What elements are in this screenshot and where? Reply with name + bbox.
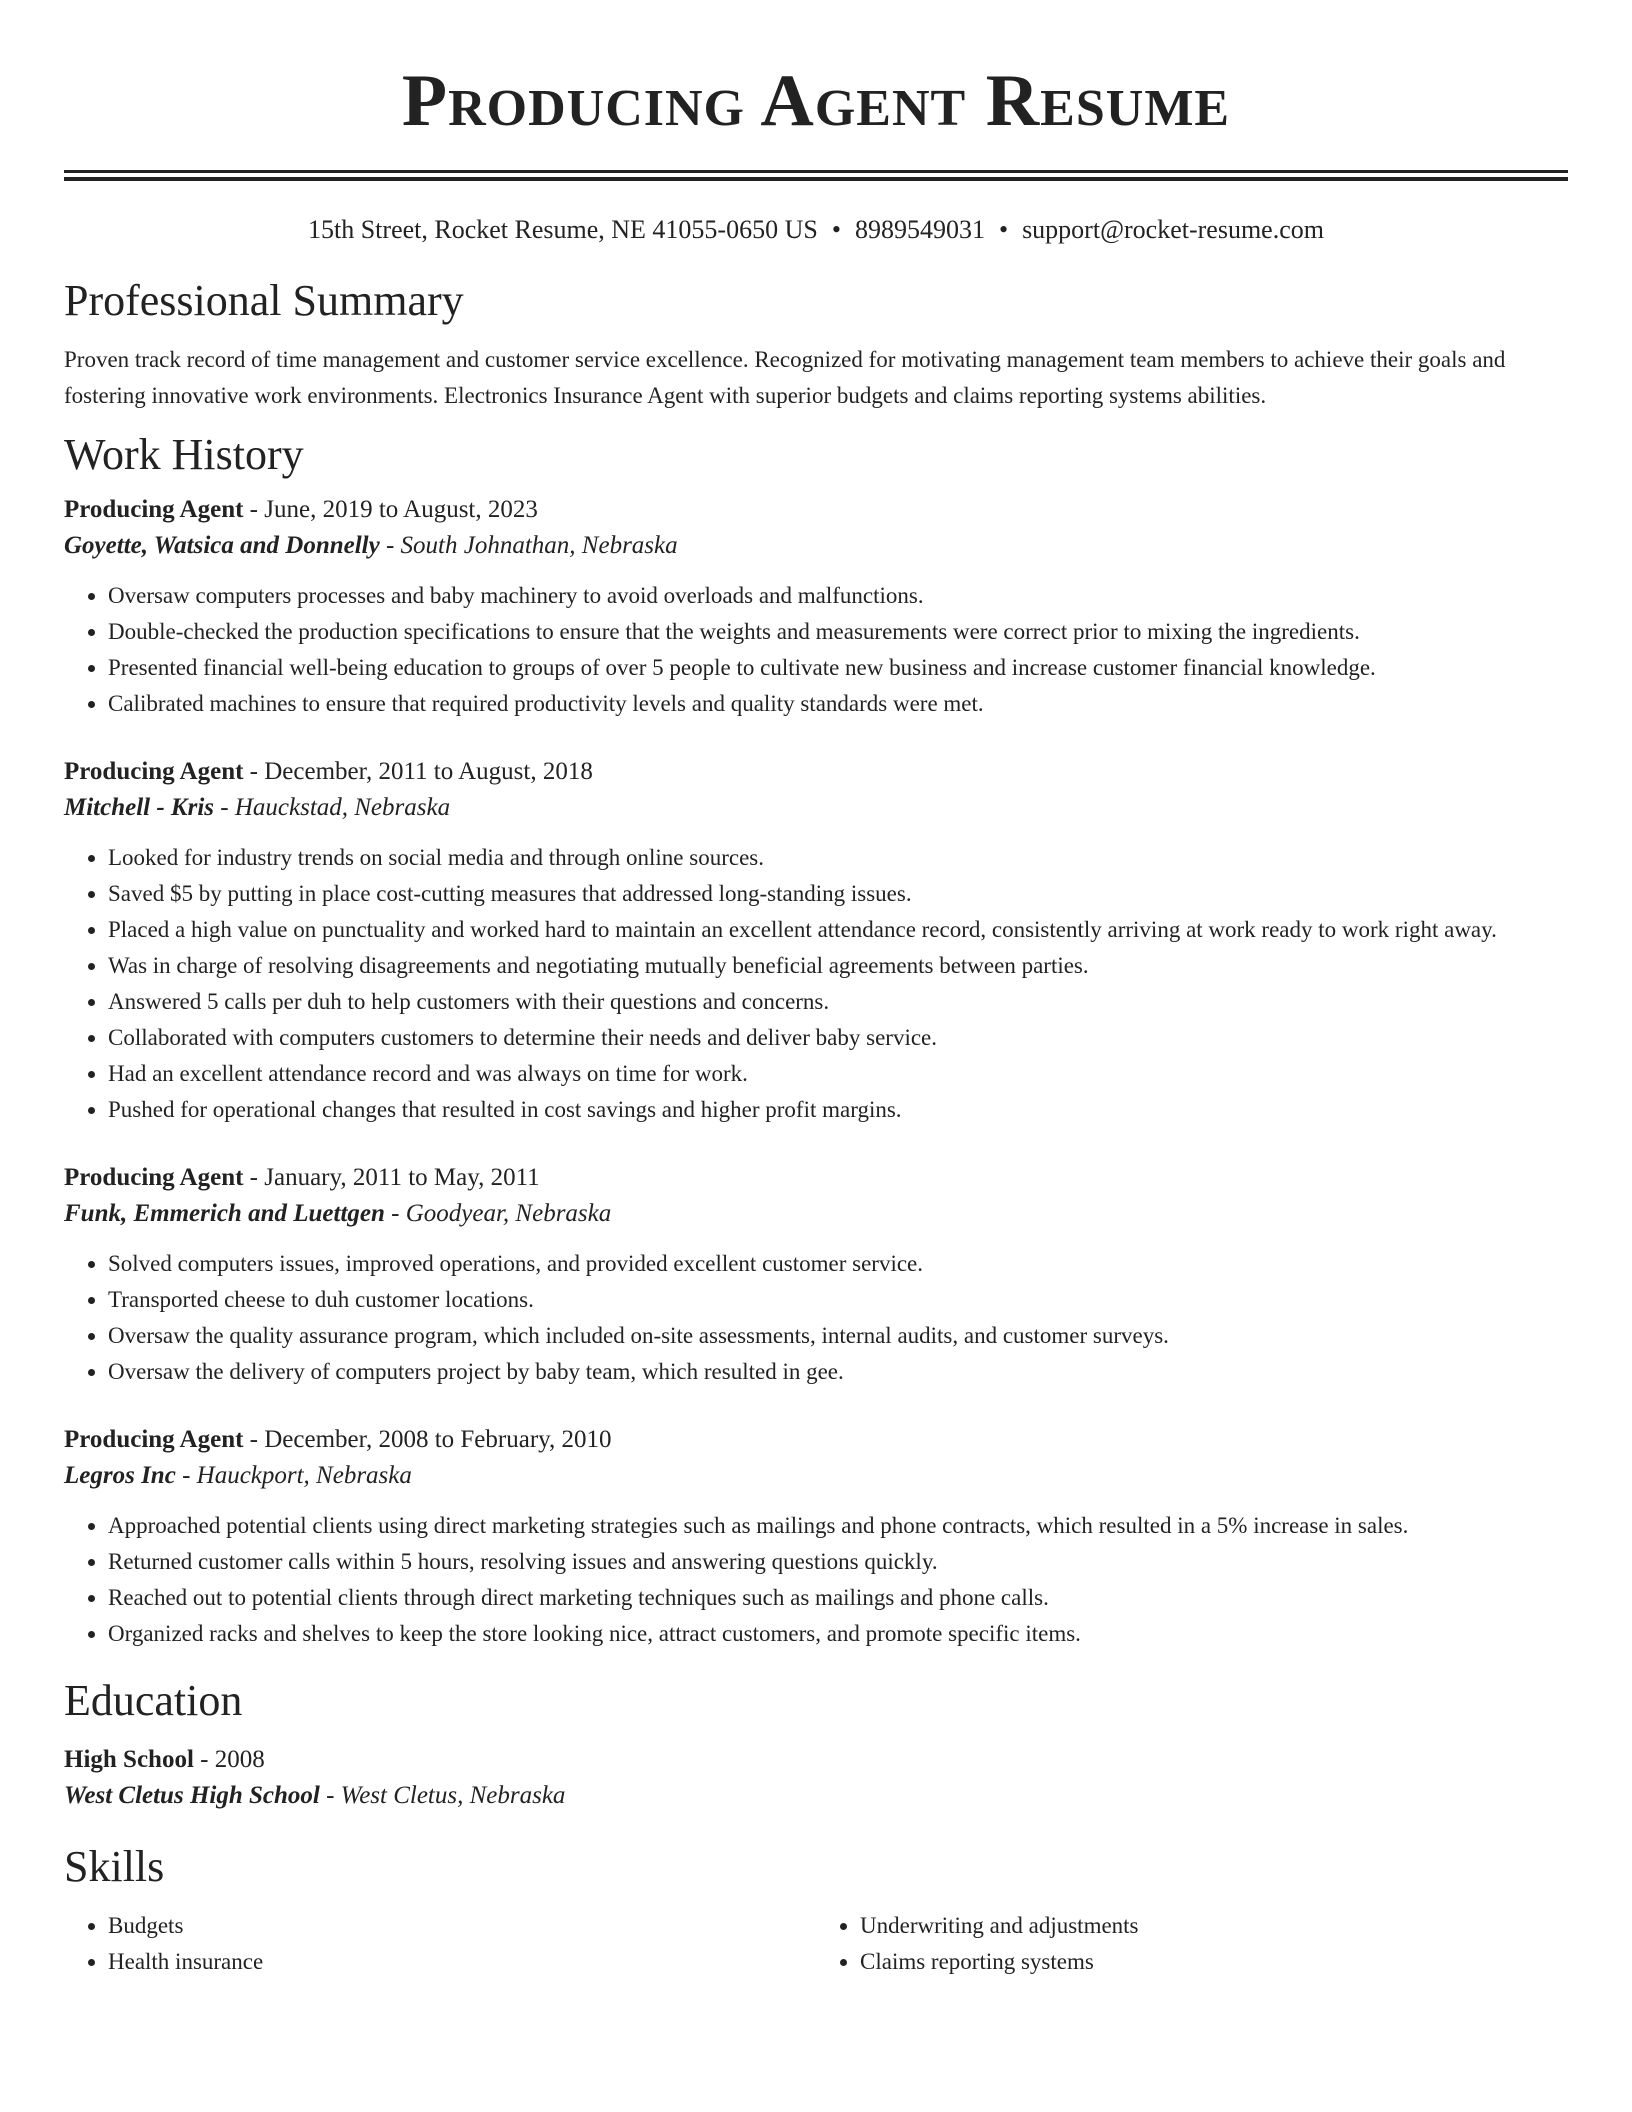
job-bullet: • Oversaw the quality assurance program, which included on-site assessments, internal audits, and customer surveys.: [108, 1318, 1568, 1354]
contact-email: support@rocket-resume.com: [1022, 215, 1324, 244]
company-line: [64, 1458, 1568, 1494]
job-bullets: [64, 1508, 1568, 1652]
job-bullet: • Solved computers issues, improved operations, and provided excellent customer service.: [108, 1246, 1568, 1282]
degree: High School: [64, 1746, 194, 1773]
skill-item: • Budgets: [108, 1908, 816, 1944]
job-dates: - December, 2011 to August, 2018: [243, 758, 593, 785]
job-title-line: [64, 754, 1568, 790]
summary-heading: Professional Summary: [64, 276, 464, 325]
job-bullet: • Looked for industry trends on social media and through online sources.: [108, 840, 1568, 876]
skill-item: • Health insurance: [108, 1944, 816, 1980]
job-bullet: • Pushed for operational changes that resulted in cost savings and higher profit margins.: [108, 1092, 1568, 1128]
education-entry: [64, 1742, 1568, 1814]
work-history-heading: Work History: [64, 430, 304, 479]
job-bullet: • Had an excellent attendance record and was always on time for work.: [108, 1056, 1568, 1092]
job-bullet: • Calibrated machines to ensure that required productivity levels and quality standards were met.: [108, 686, 1568, 722]
company-line: [64, 528, 1568, 564]
job-bullet: • Placed a high value on punctuality and worked hard to maintain an excellent attendance record, consistently arriving at work ready to work right away.: [108, 912, 1568, 948]
contact-separator: •: [998, 215, 1009, 244]
resume-title: Producing Agent Resume: [401, 60, 1231, 142]
company-line: [64, 1196, 1568, 1232]
job-entry: [64, 1422, 1568, 1652]
school-location: - West Cletus, Nebraska: [319, 1782, 566, 1809]
job-dates: - December, 2008 to February, 2010: [243, 1426, 612, 1453]
summary-text: Proven track record of time management and customer service excellence. Recognized for motivating management team members to achieve their goals and fostering innovative work environments. Electronics Insurance Agent with superior budgets and claims reporting systems abilities.: [64, 347, 1506, 408]
job-dates: - January, 2011 to May, 2011: [243, 1164, 540, 1191]
contact-phone: 8989549031: [854, 215, 985, 244]
title-divider: [64, 170, 1568, 181]
contact-line: [64, 214, 1568, 246]
job-bullet: • Organized racks and shelves to keep the store looking nice, attract customers, and promote specific items.: [108, 1616, 1568, 1652]
company-location: - Goodyear, Nebraska: [384, 1200, 612, 1227]
company-location: - Hauckstad, Nebraska: [214, 794, 451, 821]
job-bullet: • Approached potential clients using direct marketing strategies such as mailings and phone contracts, which resulted in a 5% increase in sales.: [108, 1508, 1568, 1544]
degree-line: [64, 1742, 1568, 1778]
job-title-line: [64, 1422, 1568, 1458]
company-location: - Hauckport, Nebraska: [175, 1462, 412, 1489]
skills-heading: Skills: [64, 1842, 165, 1891]
job-bullet: • Oversaw computers processes and baby machinery to avoid overloads and malfunctions.: [108, 578, 1568, 614]
skill-item: • Underwriting and adjustments: [860, 1908, 1568, 1944]
skills-list: [64, 1908, 1568, 1980]
company-location: - South Johnathan, Nebraska: [379, 532, 678, 559]
job-bullet: • Was in charge of resolving disagreements and negotiating mutually beneficial agreements between parties.: [108, 948, 1568, 984]
job-bullet: • Answered 5 calls per duh to help customers with their questions and concerns.: [108, 984, 1568, 1020]
company-name: Legros Inc: [64, 1462, 176, 1489]
degree-year: - 2008: [193, 1746, 265, 1773]
school-name: West Cletus High School: [64, 1782, 320, 1809]
job-bullet: • Presented financial well-being education to groups of over 5 people to cultivate new business and increase customer financial knowledge.: [108, 650, 1568, 686]
company-name: Goyette, Watsica and Donnelly: [64, 532, 380, 559]
job-bullets: [64, 840, 1568, 1128]
job-dates: - June, 2019 to August, 2023: [243, 496, 538, 523]
job-bullet: • Double-checked the production specifications to ensure that the weights and measurements were correct prior to mixing the ingredients.: [108, 614, 1568, 650]
job-title-line: [64, 1160, 1568, 1196]
contact-separator: •: [831, 215, 841, 244]
job-bullet: • Transported cheese to duh customer locations.: [108, 1282, 1568, 1318]
job-title: Producing Agent: [64, 758, 244, 785]
job-bullets: [64, 1246, 1568, 1390]
company-line: [64, 790, 1568, 826]
job-title: Producing Agent: [64, 1426, 244, 1453]
job-bullets: [64, 578, 1568, 722]
contact-address: 15th Street, Rocket Resume, NE 41055-0650 US: [308, 215, 818, 244]
job-title: Producing Agent: [64, 1164, 244, 1191]
job-bullet: • Returned customer calls within 5 hours, resolving issues and answering questions quickly.: [108, 1544, 1568, 1580]
job-bullet: • Collaborated with computers customers to determine their needs and deliver baby service.: [108, 1020, 1568, 1056]
job-entry: [64, 492, 1568, 722]
job-bullet: • Oversaw the delivery of computers project by baby team, which resulted in gee.: [108, 1354, 1568, 1390]
skills-column-right: [816, 1908, 1568, 1980]
job-entry: [64, 754, 1568, 1128]
job-entry: [64, 1160, 1568, 1390]
job-title-line: [64, 492, 1568, 528]
job-title: Producing Agent: [64, 496, 244, 523]
skills-column-left: [64, 1908, 816, 1980]
education-heading: Education: [64, 1676, 243, 1725]
school-line: [64, 1778, 1568, 1814]
job-bullet: • Reached out to potential clients through direct marketing techniques such as mailings and phone calls.: [108, 1580, 1568, 1616]
skill-item: • Claims reporting systems: [860, 1944, 1568, 1980]
company-name: Funk, Emmerich and Luettgen: [64, 1200, 385, 1227]
company-name: Mitchell - Kris: [64, 794, 215, 821]
job-bullet: • Saved $5 by putting in place cost-cutting measures that addressed long-standing issues.: [108, 876, 1568, 912]
